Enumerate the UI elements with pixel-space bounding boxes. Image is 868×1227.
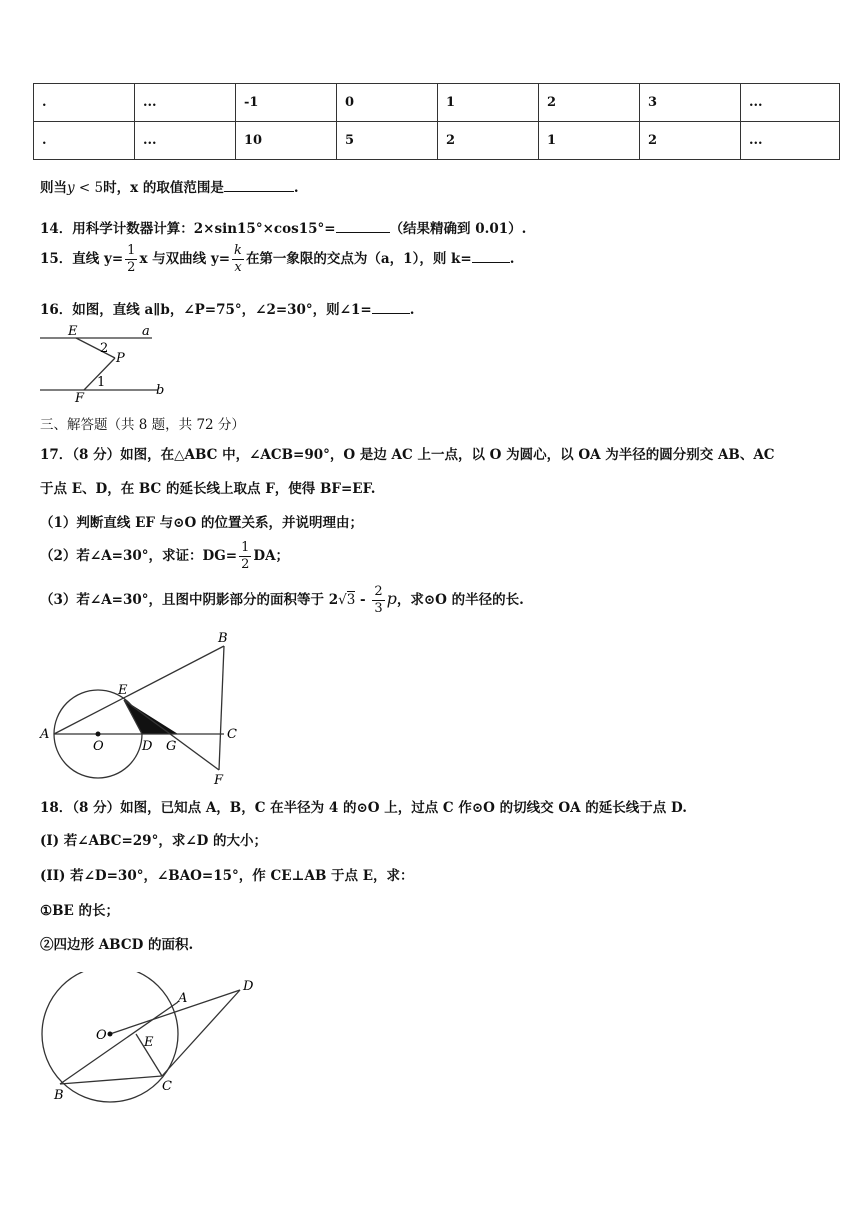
fraction: $\frac{1}{2}$ [127, 243, 136, 275]
segment-ba [60, 1002, 178, 1084]
table-cell: 1 [539, 122, 640, 160]
segment-bf [219, 646, 224, 770]
table-cell: 0 [337, 84, 438, 122]
answer-blank [372, 301, 410, 314]
table-cell: 5 [337, 122, 438, 160]
q18-sub1: (I) 若∠ABC=29°，求∠D 的大小； [40, 833, 268, 849]
q17-line2: 于点 E、D，在 BC 的延长线上取点 F，使得 BF=EF. [40, 481, 376, 497]
label-a: a [142, 324, 150, 339]
answer-blank [336, 220, 390, 233]
table-cell: 3 [640, 84, 741, 122]
parallel-lines-figure [40, 322, 170, 404]
q14-line [40, 217, 526, 237]
table-row [34, 122, 840, 160]
q17-line1: 17．（8 分）如图，在△ABC 中，∠ACB=90°，O 是边 AC 上一点，以 O 为圆心，以 OA 为半径的圆分别交 AB、AC [40, 447, 775, 463]
q17-sub3: （3）若∠A=30°，且图中阴影部分的面积等于 2√3 - $\frac{2}{3}$ p，求⊙O 的半径的长. [40, 584, 524, 616]
label-a: A [178, 991, 188, 1006]
q14-text: 14．用科学计数器计算：2×sin15°×cos15°= [40, 221, 336, 237]
q16-end: . [409, 302, 415, 318]
label-d: D [243, 979, 254, 994]
value-table [33, 83, 840, 160]
label-b: B [54, 1088, 64, 1103]
fraction: $\frac{2}{3}$ [374, 584, 383, 616]
q17-sub2: （2）若∠A=30°，求证：DG= $\frac{1}{2}$ DA； [40, 540, 290, 572]
label-e: E [144, 1035, 154, 1050]
answer-blank [472, 250, 510, 263]
q18-line1: 18．（8 分）如图，已知点 A，B，C 在半径为 4 的⊙O 上，过点 C 作⊙O 的切线交 OA 的延长线于点 D. [40, 800, 687, 816]
answer-blank [224, 179, 294, 192]
label-angle-2: 2 [100, 341, 109, 356]
label-o: O [96, 1028, 107, 1043]
table-cell: ... [741, 84, 840, 122]
center-point [108, 1032, 113, 1037]
q16-line [40, 298, 414, 318]
table-cell: 2 [438, 122, 539, 160]
q13-cond: < 5 [74, 180, 104, 196]
q18-sub2: (II) 若∠D=30°，∠BAO=15°，作 CE⊥AB 于点 E，求： [40, 868, 414, 884]
q18-sub3: ①BE 的长； [40, 903, 120, 919]
table-cell: 2 [640, 122, 741, 160]
q13-line [40, 176, 299, 196]
table-cell: ... [135, 122, 236, 160]
label-f: F [214, 773, 224, 786]
segment-ep [76, 338, 115, 358]
q14-tail: （结果精确到 0.01）. [389, 221, 527, 237]
label-e: E [68, 324, 78, 339]
fraction: $\frac{k}{x}$ [234, 243, 242, 275]
table-cell: 10 [236, 122, 337, 160]
q15-part3: 在第一象限的交点为（a，1），则 k= [245, 251, 472, 267]
shaded-region [124, 700, 178, 734]
q13-var: y [67, 180, 75, 196]
table-cell: 1 [438, 84, 539, 122]
label-b: b [156, 383, 165, 398]
table-cell: ... [741, 122, 840, 160]
q18-sub4: ②四边形 ABCD 的面积. [40, 937, 194, 953]
q13-end: . [293, 180, 299, 196]
label-d: D [142, 739, 153, 754]
table-row [34, 84, 840, 122]
table-cell: ... [135, 84, 236, 122]
fraction: $\frac{1}{2}$ [241, 540, 250, 572]
q15-end: . [509, 251, 515, 267]
sqrt: √3 [338, 592, 356, 608]
table-cell: . [34, 84, 135, 122]
q17-sub1: （1）判断直线 EF 与⊙O 的位置关系，并说明理由； [40, 515, 363, 531]
label-o: O [93, 739, 104, 754]
segment-bc [60, 1076, 162, 1084]
label-angle-1: 1 [97, 375, 106, 390]
table-cell: 2 [539, 84, 640, 122]
table-cell: . [34, 122, 135, 160]
label-b: B [218, 631, 228, 646]
label-c: C [227, 727, 237, 742]
label-p: P [116, 351, 125, 366]
triangle-circle-figure [38, 626, 248, 786]
section-heading: 三、解答题（共 8 题，共 72 分） [40, 417, 245, 433]
label-a: A [40, 727, 50, 742]
label-g: G [166, 739, 177, 754]
label-e: E [118, 683, 128, 698]
q13-prefix: 则当 [40, 180, 67, 196]
label-f: F [75, 391, 85, 404]
q15-part2: x 与双曲线 y= [139, 251, 231, 267]
segment-ef [124, 700, 219, 770]
q15-line [40, 243, 514, 276]
q16-text: 16．如图，直线 a∥b，∠P=75°，∠2=30°，则∠1= [40, 302, 372, 318]
table-cell: -1 [236, 84, 337, 122]
label-c: C [162, 1079, 172, 1094]
center-point [96, 732, 101, 737]
q13-suffix: 时，x 的取值范围是 [103, 180, 224, 196]
q15-part1: 15．直线 y= [40, 251, 124, 267]
circle-tangent-figure [38, 972, 268, 1112]
